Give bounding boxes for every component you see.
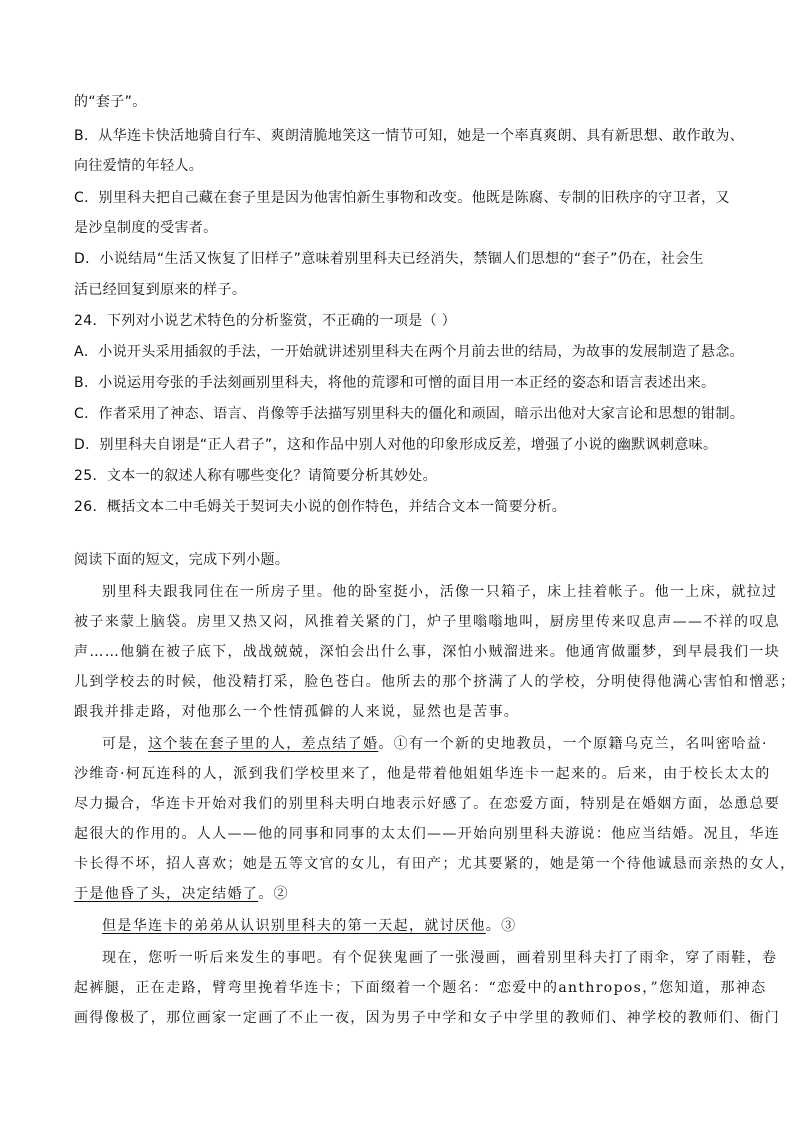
- option-b: B．从华连卡快活地骑自行车、爽朗清脆地笑这一情节可知，她是一个率真爽朗、具有新思想、敢作敢为、: [74, 128, 745, 144]
- option-d: D．小说结局“生活又恢复了旧样子”意味着别里科夫已经消失，禁锢人们思想的“套子”仍在，社会生: [74, 251, 704, 267]
- question-24-option-c: C．作者采用了神态、语言、肖像等手法描写别里科夫的僵化和顽固，暗示出他对大家言论和思想的钳制。: [74, 406, 745, 422]
- question-24-option-d: D．别里科夫自诩是“正人君子”，这和作品中别人对他的印象形成反差，增强了小说的幽默讽刺意味。: [74, 437, 718, 453]
- question-24-option-b: B．小说运用夸张的手法刻画别里科夫，将他的荒谬和可憎的面目用一本正经的姿态和语言表述出来。: [74, 375, 716, 391]
- passage-line: [102, 916, 730, 936]
- passage-text: 可是，: [102, 736, 149, 752]
- question-25: 25．文本一的叙述人称有哪些变化？请简要分析其妙处。: [74, 468, 437, 484]
- underlined-sentence-1: 这个装在套子里的人，差点结了婚: [148, 736, 379, 752]
- passage-line: 尽力撮合，华连卡开始对我们的别里科夫明白地表示好感了。在恋爱方面，特别是在婚姻方面，怂恿总要: [74, 796, 781, 812]
- reading-instruction: 阅读下面的短文，完成下列小题。: [74, 552, 290, 568]
- passage-text: 。③: [485, 918, 517, 934]
- question-26: 26．概括文本二中毛姆关于契诃夫小说的创作特色，并结合文本一简要分析。: [74, 499, 567, 515]
- option-c-continued: 是沙皇制度的受害者。: [74, 220, 218, 236]
- question-24-stem: 24．下列对小说艺术特色的分析鉴赏，不正确的一项是（ ）: [74, 313, 457, 329]
- passage-text: 。②: [258, 886, 289, 902]
- passage-line: 画得像极了，那位画家一定画了不止一夜，因为男子中学和女子中学里的教师们、神学校的教师们、衙门: [74, 1010, 781, 1026]
- passage-line: 起裤腿，正在走路，臂弯里挽着华连卡；下面缀着一个题名：“恋爱中的anthropos，”您知道，那神态: [74, 980, 767, 996]
- option-fragment: 的“套子”。: [74, 94, 147, 110]
- passage-line: 卡长得不坏，招人喜欢；她是五等文官的女儿，有田产；尤其要紧的，她是第一个待他诚恳而亲热的女人，: [74, 856, 796, 872]
- question-24-option-a: A．小说开头采用插叙的手法，一开始就讲述别里科夫在两个月前去世的结局，为故事的发展制造了悬念。: [74, 344, 745, 360]
- passage-line: 跟我并排走路，对他那么一个性情孤僻的人来说，显然也是苦事。: [74, 704, 520, 720]
- underlined-sentence-3: 但是华连卡的弟弟从认识别里科夫的第一天起，就讨厌他: [102, 918, 486, 934]
- passage-line: [102, 734, 768, 754]
- passage-line: 起很大的作用的。人人——他的同事和同事的太太们——开始向别里科夫游说：他应当结婚。况且，华连: [74, 826, 781, 842]
- passage-line: 被子来蒙上脑袋。房里又热又闷，风推着关紧的门，炉子里嗡嗡地叫，厨房里传来叹息声——不祥的叹息: [74, 614, 781, 630]
- passage-text: 。①有一个新的史地教员，一个原籍乌克兰，名叫密哈益·: [378, 736, 768, 752]
- option-d-continued: 活已经回复到原来的样子。: [74, 282, 247, 298]
- passage-line: 儿到学校去的时候，他没精打采，脸色苍白。他所去的那个挤满了人的学校，分明使得他满心害怕和憎恶；: [74, 674, 796, 690]
- underlined-sentence-2: 于是他昏了头，决定结婚了: [74, 886, 259, 902]
- option-c: C．别里科夫把自己藏在套子里是因为他害怕新生事物和改变。他既是陈腐、专制的旧秩序的守卫者，又: [74, 190, 730, 206]
- passage-line: 现在，您听一听后来发生的事吧。有个促狭鬼画了一张漫画，画着别里科夫打了雨伞，穿了雨鞋，卷: [102, 950, 778, 966]
- passage-line: 沙维奇·柯瓦连科的人，派到我们学校里来了，他是带着他姐姐华连卡一起来的。后来，由于校长太太的: [74, 766, 771, 782]
- passage-line: 声……他躺在被子底下，战战兢兢，深怕会出什么事，深怕小贼溜进来。他通宵做噩梦，到早晨我们一块: [74, 644, 781, 660]
- passage-line: 别里科夫跟我同住在一所房子里。他的卧室挺小，活像一只箱子，床上挂着帐子。他一上床，就拉过: [102, 584, 778, 600]
- option-b-continued: 向往爱情的年轻人。: [74, 158, 204, 174]
- passage-line: [74, 884, 730, 904]
